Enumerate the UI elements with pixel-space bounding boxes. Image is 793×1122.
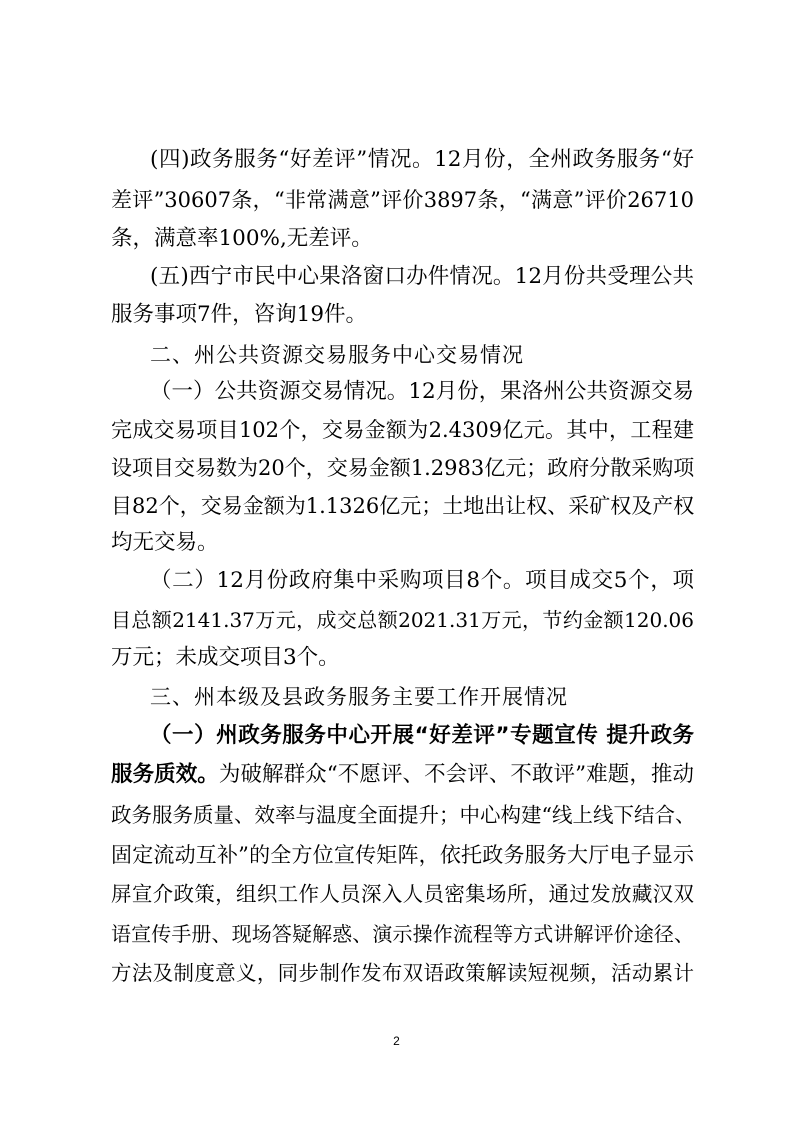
subsection-heading: （一）州政务服务中心开展“好差评”专题宣传 提升政务: [150, 723, 694, 748]
paragraph-line: 语宣传手册、现场答疑解惑、演示操作流程等方式讲解评价途径、: [111, 922, 694, 946]
paragraph-line: 目总额2141.37万元，成交总额2021.31万元，节约金额120.06: [111, 608, 694, 632]
paragraph-line: [111, 757, 694, 793]
paragraph-line: (五)西宁市民中心果洛窗口办件情况。12月份共受理公共: [150, 264, 694, 289]
paragraph-text: 为破解群众“不愿评、不会评、不敢评”难题，推动: [218, 762, 694, 787]
paragraph-line: 方法及制度意义，同步制作发布双语政策解读短视频，活动累计: [111, 961, 694, 985]
section-heading: 二、州公共资源交易服务中心交易情况: [150, 343, 524, 367]
paragraph-line: 服务事项7件，咨询19件。: [111, 302, 368, 327]
paragraph-line: 政务服务质量、效率与温度全面提升；中心构建“线上线下结合、: [111, 803, 696, 827]
paragraph-line: 目82个，交易金额为1.1326亿元；土地出让权、采矿权及产权: [111, 494, 695, 518]
page-number: 2: [393, 1034, 400, 1048]
paragraph-line: 固定流动互补”的全方位宣传矩阵，依托政务服务大厅电子显示: [111, 843, 694, 867]
section-heading: 三、州本级及县政务服务主要工作开展情况: [150, 685, 568, 709]
paragraph-line: 条，满意率100%,无差评。: [111, 226, 373, 251]
paragraph-line: 均无交易。: [111, 530, 219, 555]
paragraph-line: 设项目交易数为20个，交易金额1.2983亿元；政府分散采购项: [111, 456, 695, 480]
paragraph-line: 屏宣介政策，组织工作人员深入人员密集场所，通过发放藏汉双: [111, 882, 694, 906]
paragraph-line: (四)政务服务“好差评”情况。12月份，全州政务服务“好: [150, 147, 694, 172]
paragraph-line: 完成交易项目102个，交易金额为2.4309亿元。其中，工程建: [111, 418, 694, 442]
paragraph-line: 万元；未成交项目3个。: [111, 645, 340, 670]
subsection-heading-tail: 服务质效。: [111, 762, 219, 787]
paragraph-line: （一）公共资源交易情况。12月份，果洛州公共资源交易: [150, 379, 694, 404]
paragraph-line: 差评”30607条，“非常满意”评价3897条，“满意”评价26710: [111, 188, 694, 212]
paragraph-line: （二）12月份政府集中采购项目8个。项目成交5个，项: [150, 568, 694, 593]
